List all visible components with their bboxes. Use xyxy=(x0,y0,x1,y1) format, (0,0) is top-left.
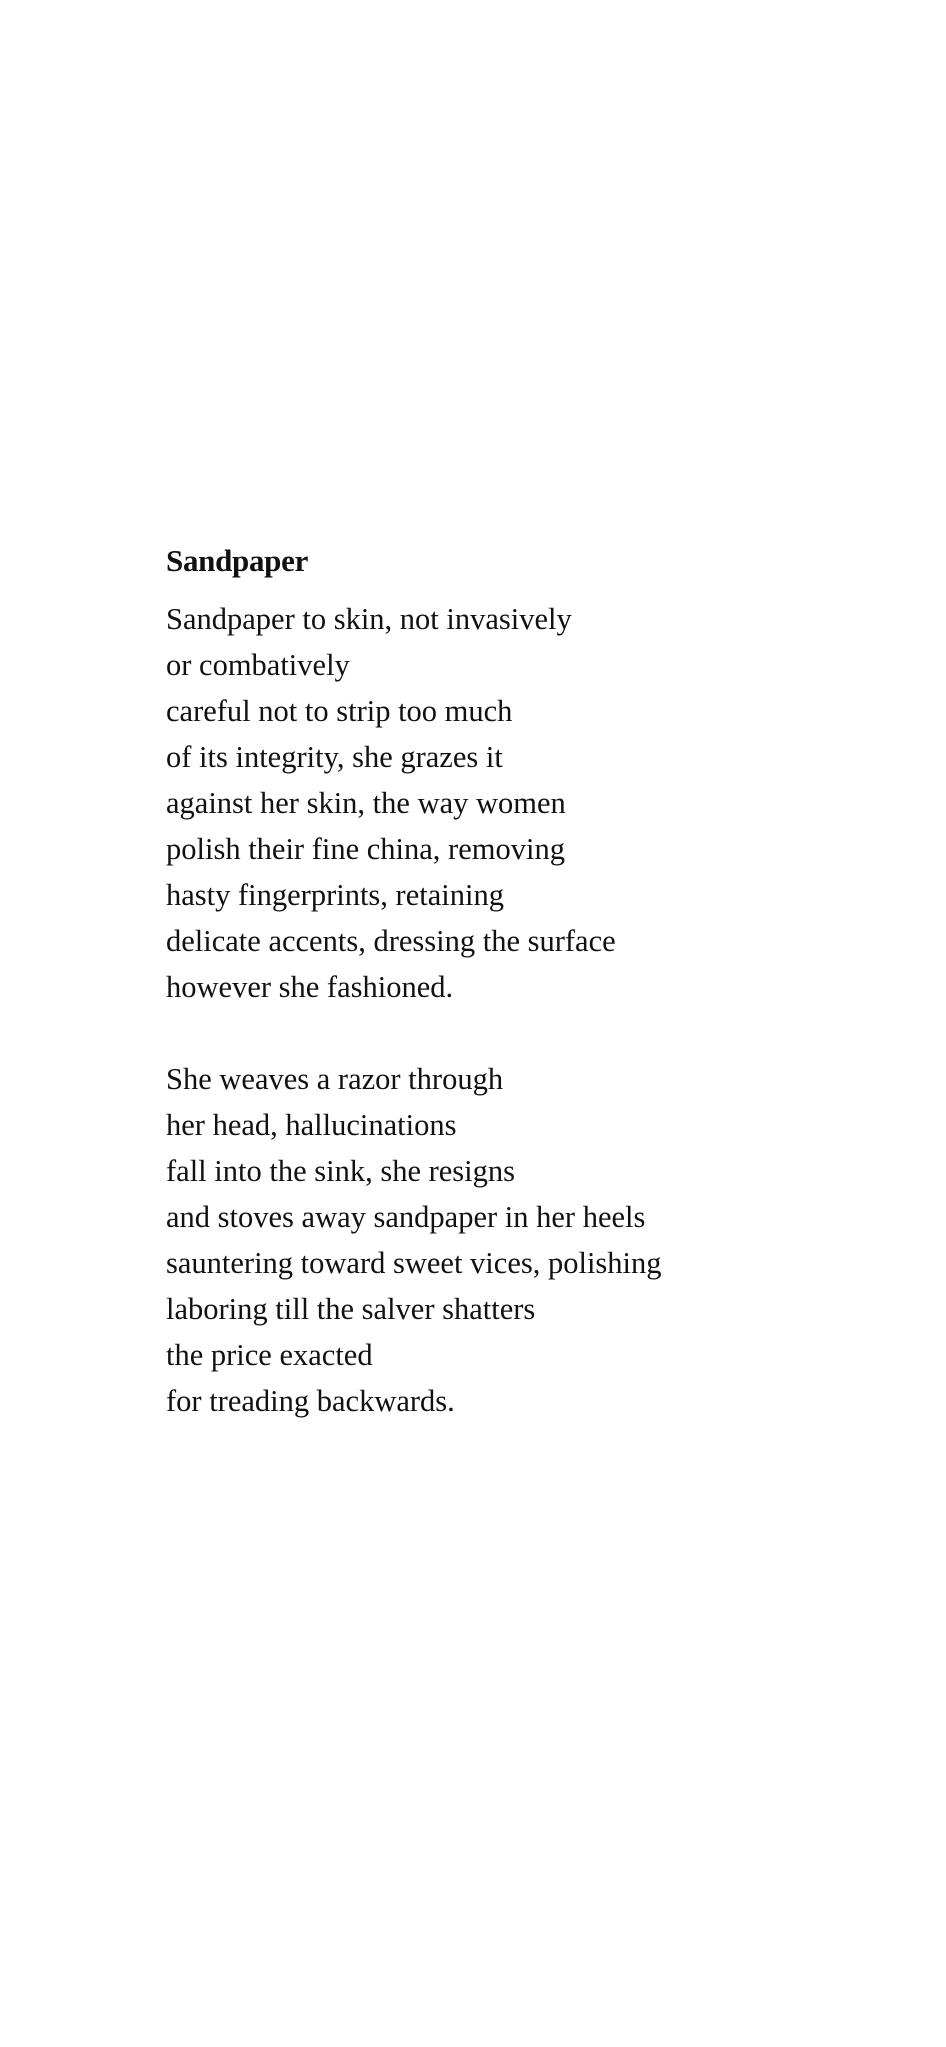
poem xyxy=(166,538,866,1424)
stanza-2 xyxy=(166,1056,866,1424)
poem-line: the price exacted xyxy=(166,1338,373,1372)
poem-line: for treading backwards. xyxy=(166,1384,455,1418)
poem-line: of its integrity, she grazes it xyxy=(166,740,503,774)
poem-line: delicate accents, dressing the surface xyxy=(166,924,616,958)
poem-line: laboring till the salver shatters xyxy=(166,1292,536,1326)
poem-line: sauntering toward sweet vices, polishing xyxy=(166,1246,662,1280)
poem-line: She weaves a razor through xyxy=(166,1062,504,1096)
poem-line: her head, hallucinations xyxy=(166,1108,457,1142)
poem-line: against her skin, the way women xyxy=(166,786,566,820)
poem-line: however she fashioned. xyxy=(166,970,454,1004)
poem-line: Sandpaper to skin, not invasively xyxy=(166,602,572,636)
poem-title: Sandpaper xyxy=(166,543,309,578)
poem-line: or combatively xyxy=(166,648,350,682)
poem-line: fall into the sink, she resigns xyxy=(166,1154,516,1188)
poem-line: and stoves away sandpaper in her heels xyxy=(166,1200,646,1234)
poem-line: careful not to strip too much xyxy=(166,694,513,728)
poem-line: hasty fingerprints, retaining xyxy=(166,878,504,912)
poem-line: polish their fine china, removing xyxy=(166,832,565,866)
stanza-1 xyxy=(166,596,866,1010)
